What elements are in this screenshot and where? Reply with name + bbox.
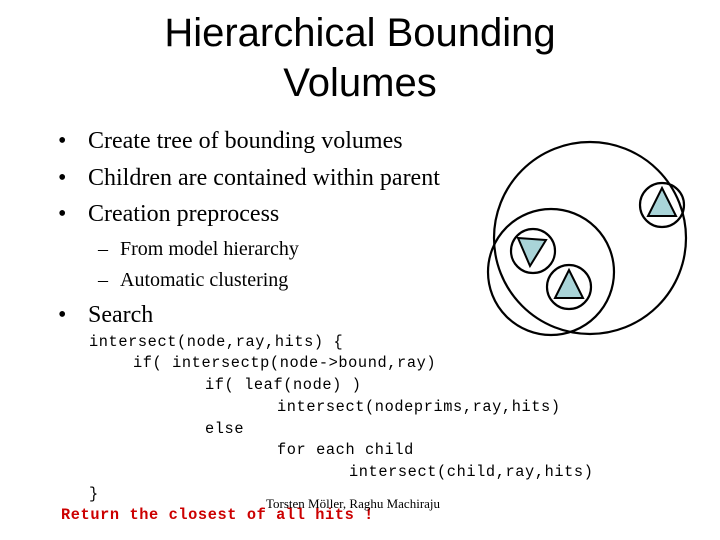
bullet-marker: • xyxy=(58,128,67,154)
bullet-marker: • xyxy=(58,165,67,191)
bullet-marker: • xyxy=(58,201,67,227)
bounding-volume-diagram xyxy=(480,140,700,350)
search-bullet xyxy=(58,301,153,329)
slide-title-line1: Hierarchical Bounding xyxy=(164,11,556,55)
bullet-marker: • xyxy=(58,302,67,328)
code-line: intersect(nodeprims,ray,hits) xyxy=(277,398,561,416)
bullet-item xyxy=(58,164,440,192)
code-line: } xyxy=(89,485,99,503)
bullet-text: Create tree of bounding volumes xyxy=(88,128,403,154)
slide-title xyxy=(0,8,720,108)
sub-bullet-text: From model hierarchy xyxy=(120,238,299,260)
code-line: intersect(node,ray,hits) { xyxy=(89,333,344,351)
code-line: else xyxy=(205,420,245,438)
bullet-item xyxy=(58,200,279,228)
child-bounding-circle xyxy=(488,209,614,335)
bullet-text: Creation preprocess xyxy=(88,201,280,227)
return-line: Return the closest of all hits ! xyxy=(61,506,374,524)
sub-bullet-marker: – xyxy=(98,269,108,291)
code-line: if( leaf(node) ) xyxy=(205,376,362,394)
sub-bullet-text: Automatic clustering xyxy=(120,269,289,291)
triangle-primitive xyxy=(648,188,676,216)
slide-title-line2: Volumes xyxy=(283,61,437,105)
bullet-text: Children are contained within parent xyxy=(88,165,440,191)
triangle-primitive xyxy=(555,270,583,298)
sub-bullet-item xyxy=(98,237,299,261)
code-line: intersect(child,ray,hits) xyxy=(349,463,594,481)
author-credit: Torsten Möller, Raghu Machiraju xyxy=(266,496,441,511)
sub-bullet-item xyxy=(98,268,288,292)
search-bullet-text: Search xyxy=(88,302,154,328)
code-line: for each child xyxy=(277,441,414,459)
code-line: if( intersectp(node->bound,ray) xyxy=(133,354,437,372)
triangle-primitive xyxy=(518,238,546,266)
sub-bullet-marker: – xyxy=(98,238,108,260)
bullet-item xyxy=(58,127,403,155)
